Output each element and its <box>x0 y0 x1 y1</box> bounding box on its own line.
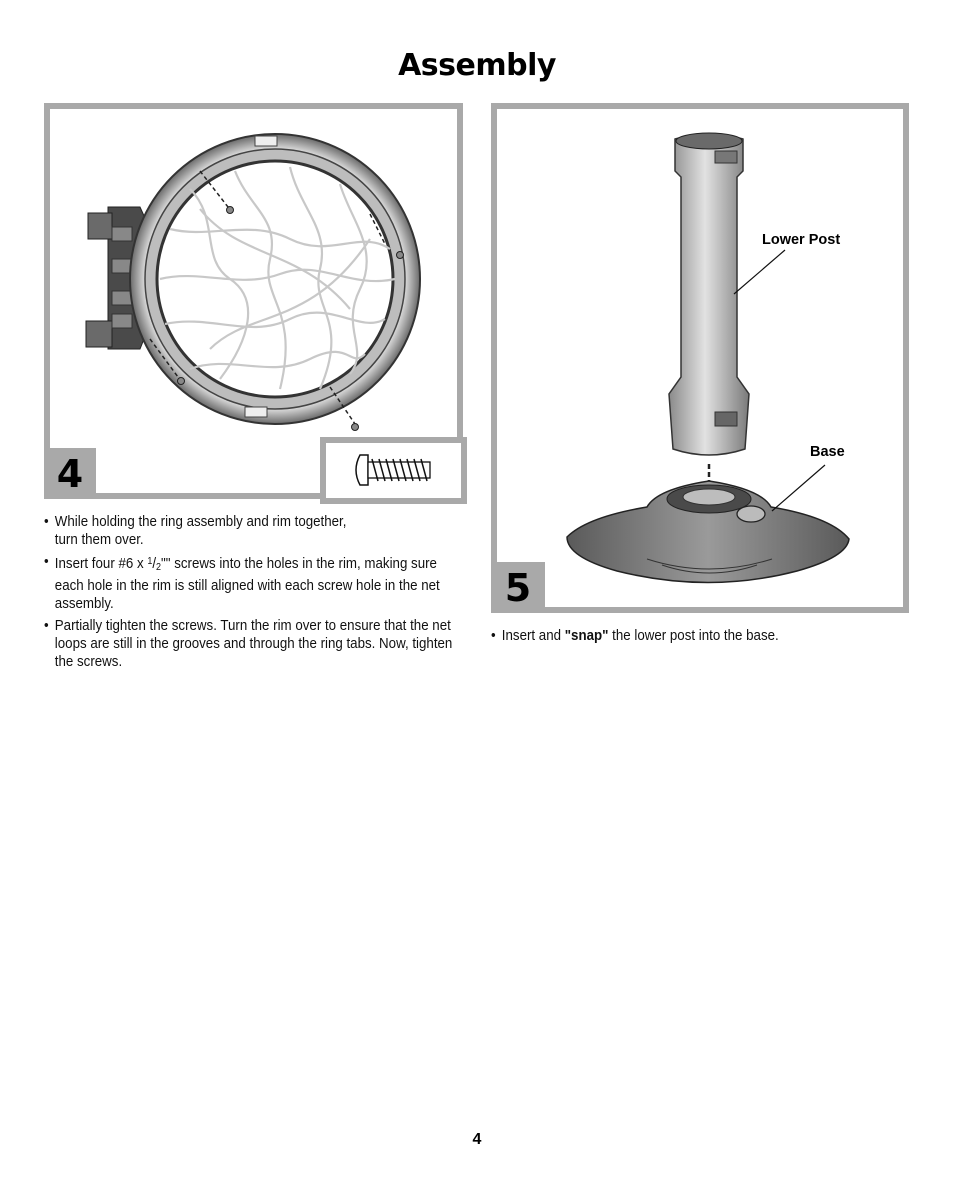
screw-icon <box>326 443 461 498</box>
step-4-instruction-2 <box>44 553 463 613</box>
screw-hardware-box <box>320 437 467 504</box>
base-label: Base <box>810 444 845 460</box>
instruction-text: "" screws into the holes in the rim, making sure each hole in the rim is still aligned with each screw hole in the net assembly. <box>54 556 440 612</box>
instruction-text: While holding the ring assembly and rim together, <box>54 514 347 530</box>
instruction-text: the lower post into the base. <box>608 628 779 644</box>
step-4-instruction-1 <box>44 513 463 549</box>
instruction-text: turn them over. <box>54 532 144 548</box>
step-5-instructions <box>491 627 869 649</box>
instruction-text: Partially tighten the screws. Turn the rim over to ensure that the net loops are still in the grooves and through the ring tabs. Now, tighten the screws. <box>54 618 453 670</box>
step-4-instruction-3 <box>44 617 463 671</box>
ring-assembly-illustration <box>50 109 457 449</box>
step-5-instruction-1 <box>491 627 869 645</box>
page-title: Assembly <box>398 48 556 83</box>
step-4-number: 4 <box>44 448 96 499</box>
fraction-slash: / <box>152 556 157 572</box>
page-number: 4 <box>472 1131 482 1148</box>
step-5-number: 5 <box>491 562 545 613</box>
instruction-text: Insert and <box>501 628 565 644</box>
step-4-instructions <box>44 513 463 675</box>
fraction-numerator: 1 <box>147 556 153 567</box>
fraction-denominator: 2 <box>156 562 162 573</box>
post-and-base-illustration <box>497 109 903 607</box>
instruction-emphasis: "snap" <box>564 628 609 644</box>
lower-post-label: Lower Post <box>762 232 841 248</box>
instruction-text: Insert four #6 x <box>54 556 148 572</box>
